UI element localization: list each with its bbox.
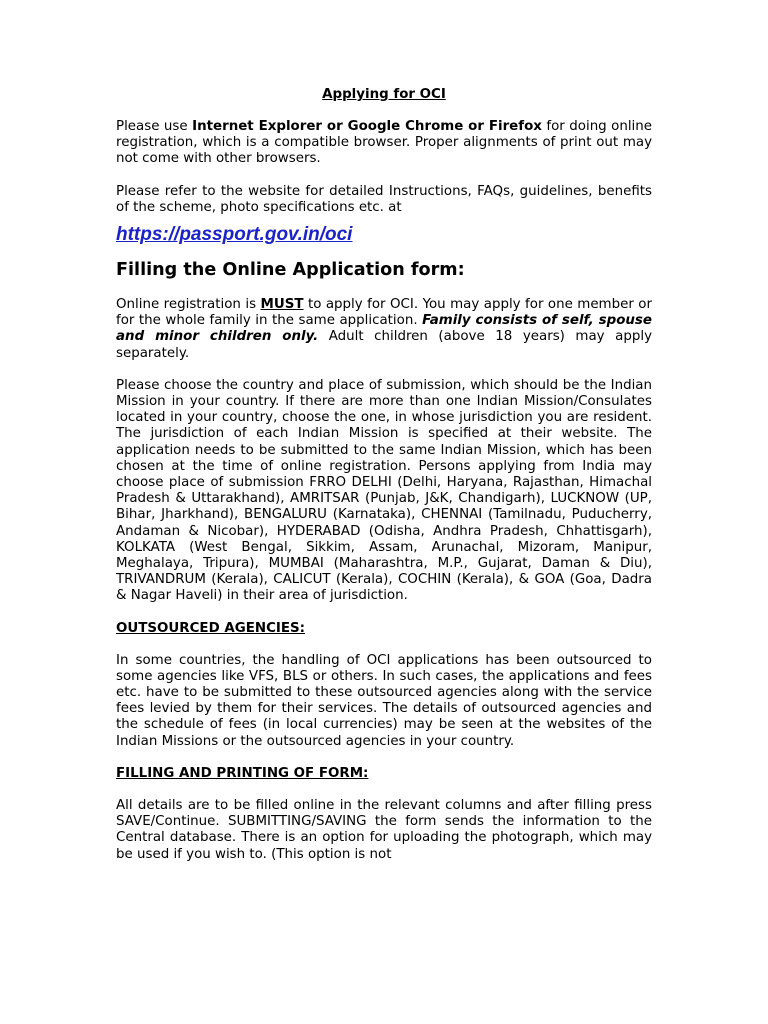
outsourced-heading: OUTSOURCED AGENCIES:	[116, 620, 306, 636]
filling-heading: FILLING AND PRINTING OF FORM:	[116, 765, 369, 781]
section-heading: Filling the Online Application form:	[116, 260, 465, 281]
p3-b: to apply for OCI. You may apply for one member or for the whole family in the same application.	[116, 297, 652, 329]
page-title: Applying for OCI	[322, 87, 446, 102]
p3-a: Online registration is	[116, 297, 261, 313]
browser-paragraph	[116, 119, 652, 168]
p3-c: Adult children (above 18 years) may apply separately.	[116, 329, 652, 361]
registration-paragraph	[116, 297, 652, 362]
browser-names: Internet Explorer or Google Chrome or Firefox	[192, 119, 542, 134]
must-text: MUST	[260, 297, 304, 313]
p1-post: for doing online registration, which is a compatible browser. Proper alignments of print out may not come with other browsers.	[116, 119, 652, 167]
outsourced-paragraph: In some countries, the handling of OCI applications has been outsourced to some agencies like VFS, BLS or others. In such cases, the applications and fees etc. have to be submitted to these outsourced agencies along with the service fees levied by them for their services. The details of outsourced agencies and the schedule of fees (in local currencies) may be seen at the websites of the Indian Missions or the outsourced agencies in your country.	[116, 652, 652, 749]
p1-pre: Please use	[116, 119, 193, 134]
filling-paragraph: All details are to be filled online in the relevant columns and after filling press SAVE/Continue. SUBMITTING/SAVING the form sends the information to the Central database. There is an option for uploading the photograph, which may be used if you wish to. (This option is not	[116, 797, 652, 862]
family-definition: Family consists of self, spouse and minor children only.	[116, 313, 652, 345]
document-page	[116, 87, 652, 863]
submission-paragraph: Please choose the country and place of submission, which should be the Indian Mission in your country. If there are more than one Indian Mission/Consulates located in your country, choose the one, in whose jurisdiction you are resident. The jurisdiction of each Indian Mission is specified at their website. The application needs to be submitted to the same Indian Mission, which has been chosen at the time of online registration. Persons applying from India may choose place of submission FRRO DELHI (Delhi, Haryana, Rajasthan, Himachal Pradesh & Uttarakhand), AMRITSAR (Punjab, J&K, Chandigarh), LUCKNOW (UP, Bihar, Jharkhand), BENGALURU (Karnataka), CHENNAI (Tamilnadu, Puducherry, Andaman & Nicobar), HYDERABAD (Odisha, Andhra Pradesh, Chhattisgarh), KOLKATA (West Bengal, Sikkim, Assam, Arunachal, Mizoram, Manipur, Meghalaya, Tripura), MUMBAI (Maharashtra, M.P., Gujarat, Daman & Diu), TRIVANDRUM (Kerala), CALICUT (Kerala), COCHIN (Kerala), & GOA (Goa, Dadra & Nagar Haveli) in their area of jurisdiction.	[116, 377, 652, 604]
refer-paragraph: Please refer to the website for detailed Instructions, FAQs, guidelines, benefits of the scheme, photo specifications etc. at	[116, 183, 652, 215]
oci-website-link[interactable]: https://passport.gov.in/oci	[116, 224, 353, 246]
